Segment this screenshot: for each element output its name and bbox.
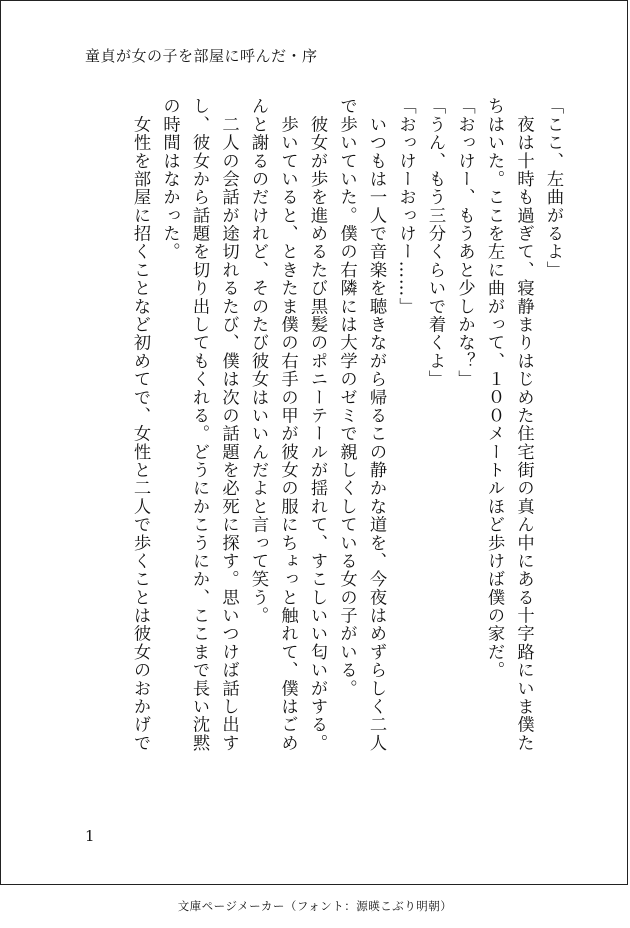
running-title: 童貞が女の子を部屋に呼んだ・序	[85, 47, 318, 65]
text-line: の時間はなかった。	[159, 97, 180, 261]
text-line: 夜は十時も過ぎて、寝静まりはじめた住宅街の真ん中にある十字路にいま僕た	[513, 97, 534, 752]
text-line: 「おっけー、もうあと少しかな？」	[454, 97, 475, 389]
text-line: んと謝るのだけれど、そのたび彼女はいいんだよと言って笑う。	[248, 97, 268, 625]
text-line: 彼女が歩を進めるたび黒髪のポニーテールが揺れて、すこしいい匂いがする。	[307, 97, 327, 752]
footer-caption: 文庫ページメーカー（フォント：源暎こぶり明朝）	[177, 899, 453, 913]
text-line: 「ここ、左曲がるよ」	[543, 97, 563, 279]
page-number: 1	[85, 827, 95, 845]
text-line: 歩いていると、ときたま僕の右手の甲が彼女の服にちょっと触れて、僕はごめ	[277, 97, 298, 752]
text-line: 女性を部屋に招くことなど初めてで、女性と二人で歩くことは彼女のおかげで	[130, 97, 150, 752]
text-line: ちはいた。ここを左に曲がって、１００メートルほど歩けば僕の家だ。	[484, 97, 504, 680]
body-text	[125, 97, 568, 817]
text-line: で歩いていた。僕の右隣には大学のゼミで親しくしている女の子がいる。	[336, 97, 357, 698]
text-line: 「うん、もう三分くらいで着くよ」	[425, 97, 445, 389]
text-line: 二人の会話が途切れるたび、僕は次の話題を必死に探す。思いつけば話し出す	[218, 97, 239, 752]
text-line: 「おっけーおっけー……」	[395, 97, 416, 316]
text-line: し、彼女から話題を切り出してもくれる。どうにかこうにか、ここまで長い沈黙	[189, 97, 209, 752]
text-line: いつもは一人で音楽を聴きながら帰るこの静かな道を、今夜はめずらしく二人	[366, 97, 386, 752]
